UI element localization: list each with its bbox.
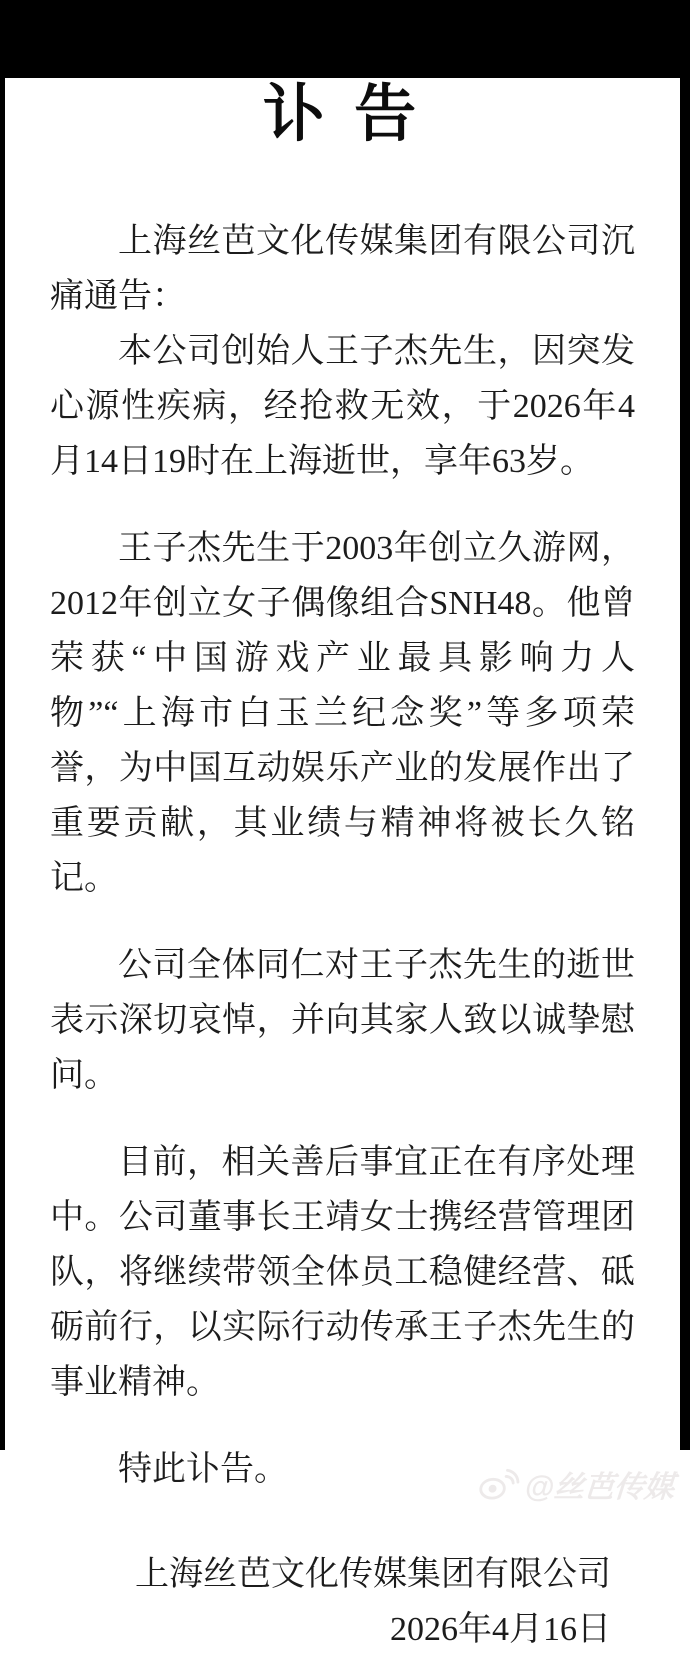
weibo-icon (478, 1468, 520, 1500)
paragraph-death-notice: 本公司创始人王子杰先生，因突发心源性疾病，经抢救无效，于2026年4月14日19时在上海逝世，享年63岁。 (50, 333, 635, 480)
page-title: 讣 告 (262, 80, 423, 149)
obituary-body (5, 214, 680, 1657)
watermark-text: @丝芭传媒 (523, 1471, 675, 1504)
watermark (477, 1462, 675, 1506)
paragraph-biography: 王子杰先生于2003年创立久游网，2012年创立女子偶像组合SNH48。他曾荣获“中国游戏产业最具影响力人物”“上海市白玉兰纪念奖”等多项荣誉，为中国互动娱乐产业的发展作出了重要贡献，其业绩与精神将被长久铭记。 (50, 530, 635, 897)
paragraph-succession: 目前，相关善后事宜正在有序处理中。公司董事长王靖女士携经营管理团队，将继续带领全体员工稳健经营、砥砺前行，以实际行动传承王子杰先生的事业精神。 (50, 1144, 635, 1401)
obituary-page (5, 78, 680, 1648)
signature-block (50, 1547, 635, 1657)
paragraph-announcement-intro: 上海丝芭文化传媒集团有限公司沉痛通告： (50, 223, 635, 315)
paragraph-closing: 特此讣告。 (118, 1451, 288, 1488)
paragraph-condolences: 公司全体同仁对王子杰先生的逝世表示深切哀悼，并向其家人致以诚挚慰问。 (50, 947, 635, 1094)
signature-company: 上海丝芭文化传媒集团有限公司 (135, 1556, 611, 1593)
signature-date: 2026年4月16日 (390, 1611, 611, 1648)
